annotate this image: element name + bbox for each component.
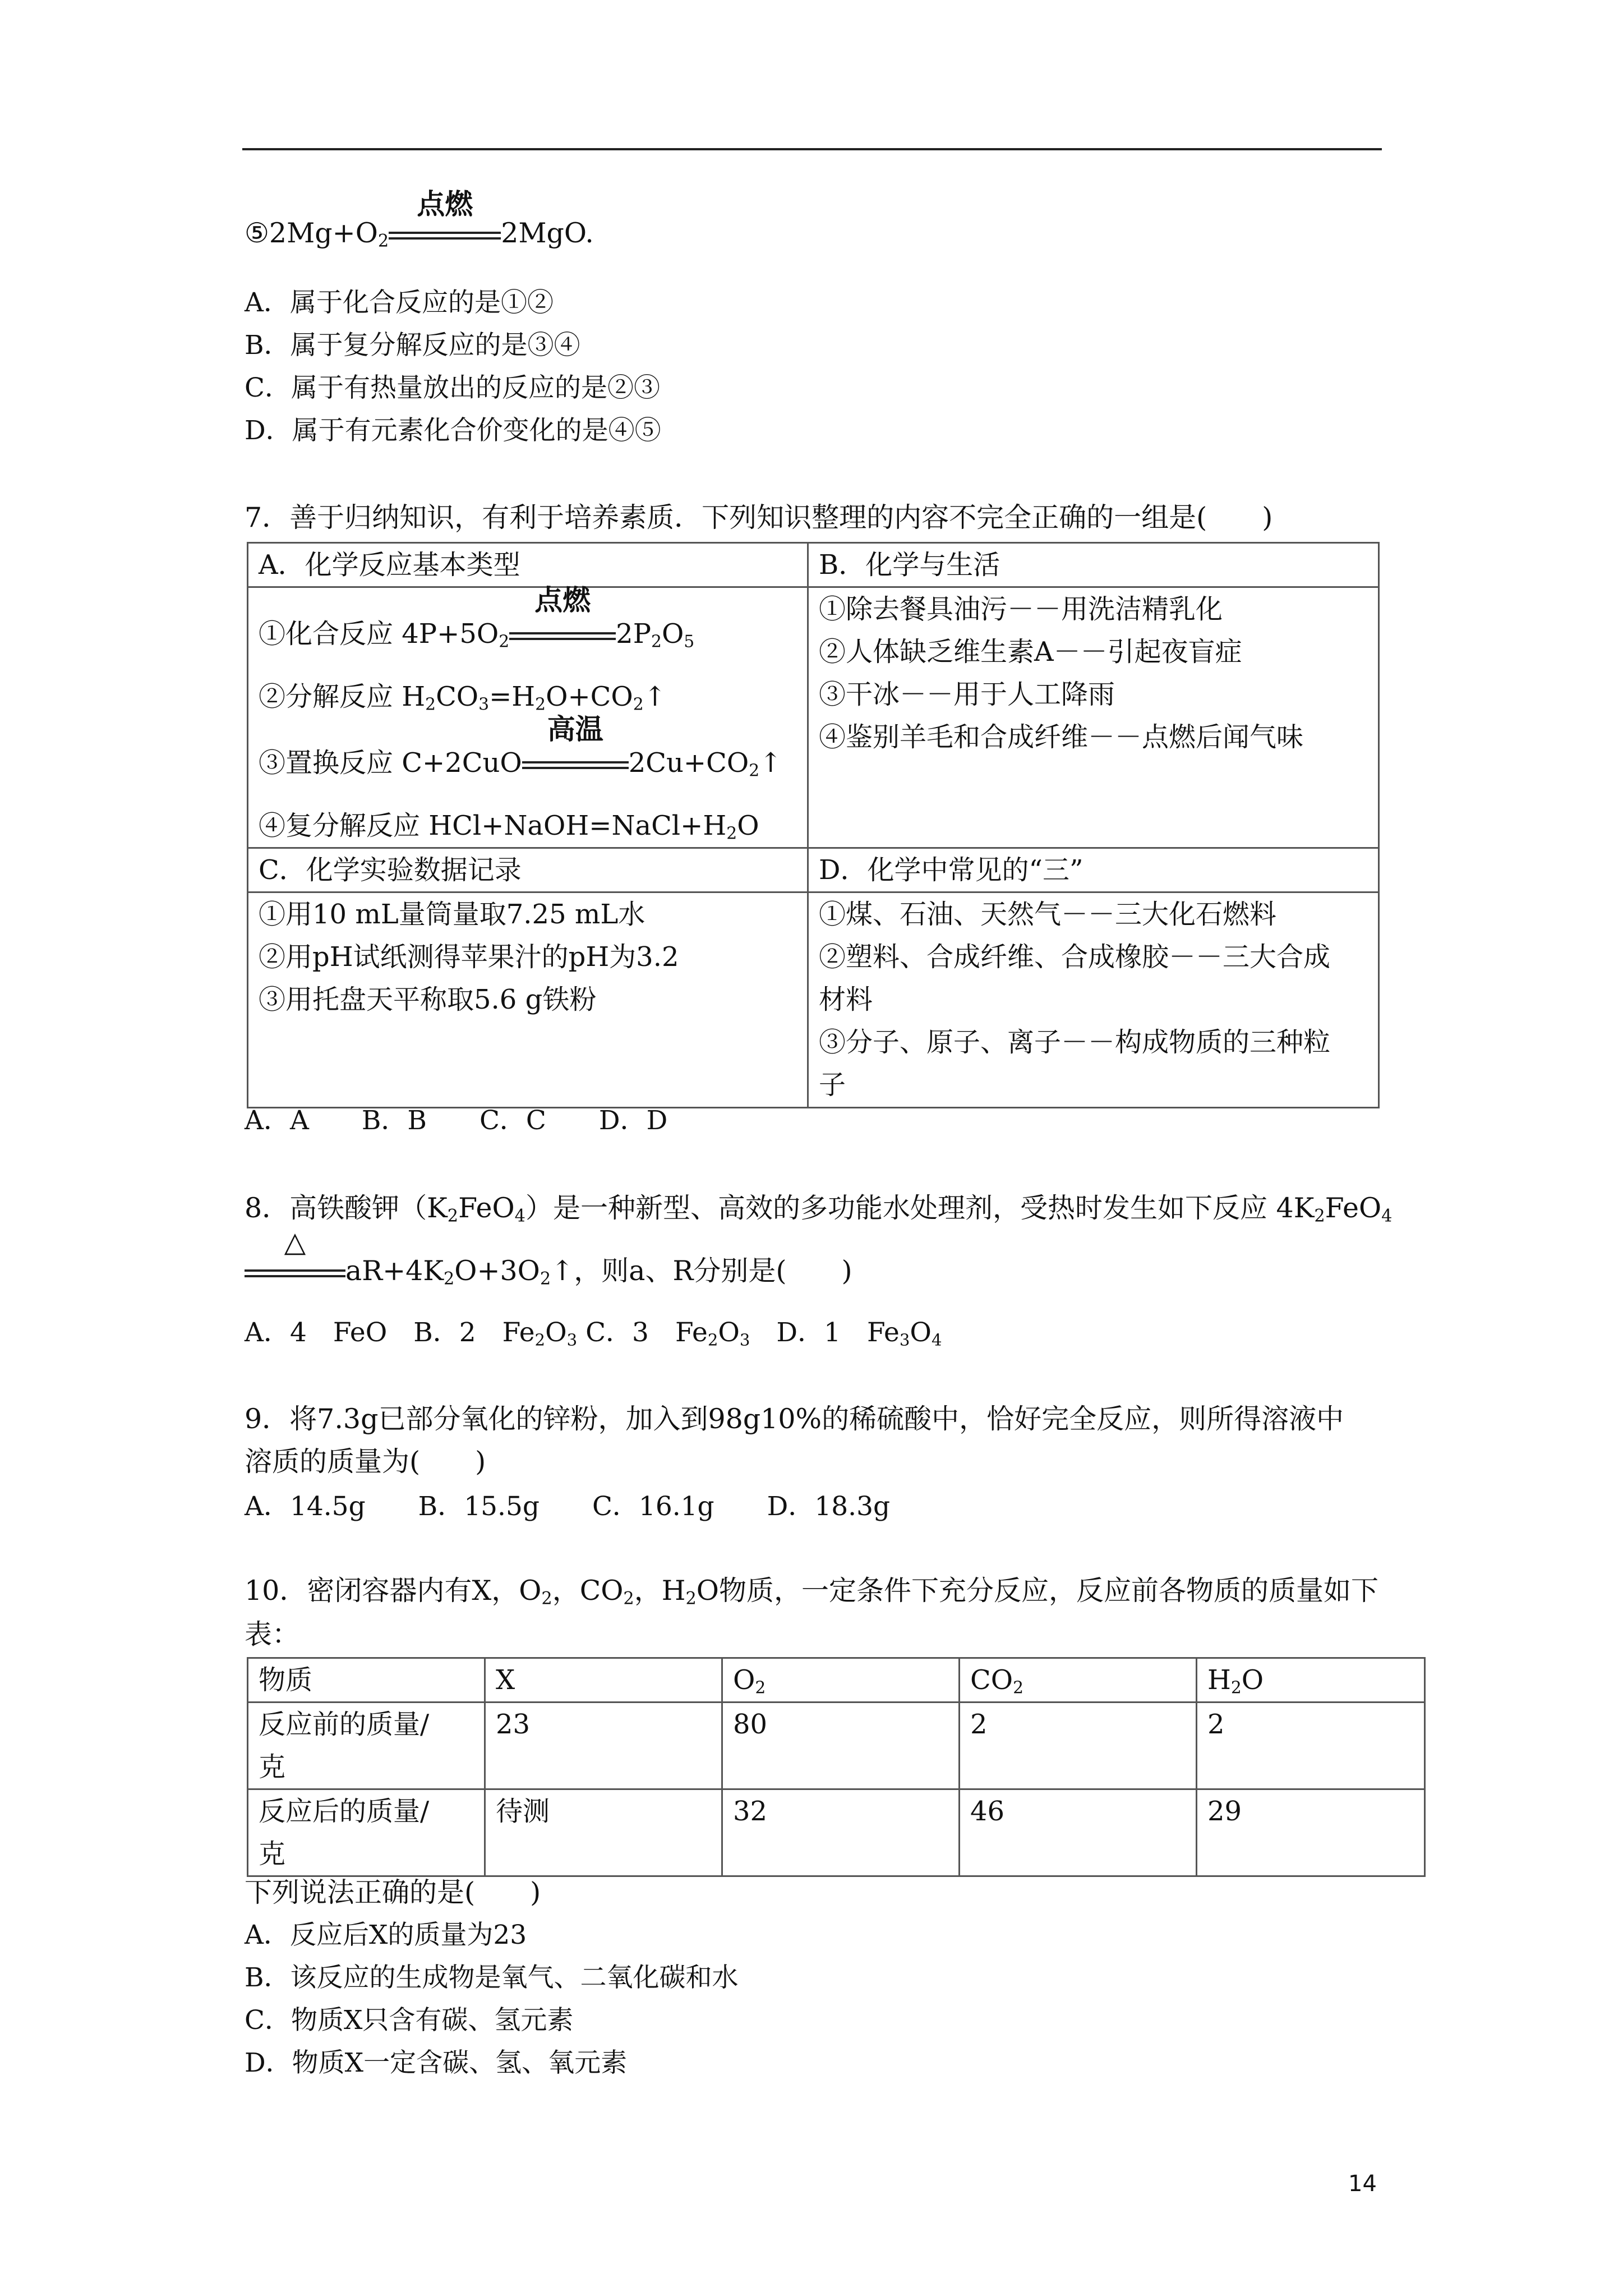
q8-line-2: △ $aR+4K_2O+3O_2↑$，则a、R分别是( ) <box>245 1254 852 1288</box>
reaction-2: ②分解反应 $H_2CO_3=H_2O+CO_2↑$ <box>259 681 666 715</box>
q6-option-b: B．属于复分解反应的是③④ <box>245 330 580 361</box>
reaction-4: ④复分解反应 $HCl+NaOH=NaCl+H_2O$ <box>259 810 759 844</box>
q6-option-c: C．属于有热量放出的反应的是②③ <box>245 372 660 403</box>
reaction-condition: 点燃 <box>417 188 473 220</box>
q10-option-a: A．反应后X的质量为23 <box>245 1920 527 1950</box>
cell-d-line: ①煤、石油、天然气－－三大化石燃料 <box>819 899 1277 930</box>
table-cell: 23 <box>485 1703 722 1789</box>
cell-b-line: ①除去餐具油污－－用洗洁精乳化 <box>819 593 1223 625</box>
q7-cell-b <box>808 587 1379 848</box>
q6-option-a: A．属于化合反应的是①② <box>245 287 554 318</box>
q9-line-2: 溶质的质量为( ) <box>245 1446 486 1478</box>
q10-option-d: D．物质X一定含碳、氢、氧元素 <box>245 2047 628 2078</box>
q7-cell-a <box>248 584 808 848</box>
cell-d-line: ③分子、原子、离子－－构成物质的三种粒 <box>819 1027 1331 1058</box>
table-cell: 29 <box>1197 1789 1425 1876</box>
table-cell: 32 <box>722 1789 960 1876</box>
header-cell: $H_2O$ <box>1197 1658 1425 1703</box>
cell-b-line: ②人体缺乏维生素A－－引起夜盲症 <box>819 636 1242 668</box>
table-cell: 46 <box>960 1789 1197 1876</box>
table-cell: 2 <box>1197 1703 1425 1789</box>
q7-cell-d <box>808 892 1379 1108</box>
row-label: 反应前的质量/ 克 <box>248 1703 485 1789</box>
header-cell: $O_2$ <box>722 1658 960 1703</box>
cell-d-line: ②塑料、合成纤维、合成橡胶－－三大合成 <box>819 941 1331 973</box>
q9-line-1: 9．将7.3g已部分氧化的锌粉，加入到98g10%的稀硫酸中，恰好完全反应，则所得溶液中 <box>245 1403 1344 1435</box>
q10-line-2: 表： <box>245 1618 300 1650</box>
cell-c-line: ③用托盘天平称取5.6 g铁粉 <box>259 984 597 1015</box>
q7-cell-d-title: D．化学中常见的“三” <box>808 848 1379 892</box>
cell-b-line: ④鉴别羊毛和合成纤维－－点燃后闻气味 <box>819 721 1304 753</box>
page-number: 14 <box>1348 2171 1377 2197</box>
q10-table <box>247 1657 1426 1877</box>
header-rule <box>242 148 1382 150</box>
table-cell: 2 <box>960 1703 1197 1789</box>
q7-cell-c-title: C．化学实验数据记录 <box>248 848 808 892</box>
row-label: 反应后的质量/ 克 <box>248 1789 485 1876</box>
heat-symbol: △ <box>284 1226 306 1258</box>
cell-b-line: ③干冰－－用于人工降雨 <box>819 679 1115 710</box>
table-cell: 80 <box>722 1703 960 1789</box>
q10-line-1: 10．密闭容器内有X，$O_2$，$CO_2$，$H_2O$物质，一定条件下充分反应，反应前各物质的质量如下 <box>245 1575 1378 1609</box>
q6-option-d: D．属于有元素化合价变化的是④⑤ <box>245 415 661 446</box>
equation-5: $⑤2Mg+O_2$ 点燃 2MgO. <box>245 188 594 251</box>
reaction-3: ③置换反应 C+2CuO 高温 $2Cu+CO_2↑$ <box>259 713 782 781</box>
q8-line-1: 8．高铁酸钾$(K_2FeO_4)$是一种新型、高效的多功能水处理剂，受热时发生如下反应 $4K_2FeO_4$ <box>245 1192 1393 1226</box>
q7-answers: A．A B．B C．C D．D <box>245 1105 668 1136</box>
header-cell: X <box>485 1658 722 1703</box>
cell-d-line: 材料 <box>819 984 873 1015</box>
header-cell: 物质 <box>248 1658 485 1703</box>
cell-d-line: 子 <box>819 1069 846 1101</box>
header-cell: $CO_2$ <box>960 1658 1197 1703</box>
q7-table <box>247 542 1380 1108</box>
q7-cell-a-title: A．化学反应基本类型 <box>248 543 808 587</box>
q7-stem: 7．善于归纳知识，有利于培养素质．下列知识整理的内容不完全正确的一组是( ) <box>245 501 1273 533</box>
reaction-1: ①化合反应 $4P+5O_2$ 点燃 $2P_2O_5$ <box>259 584 695 652</box>
q7-cell-b-title: B．化学与生活 <box>808 543 1379 587</box>
q10-option-b: B．该反应的生成物是氧气、二氧化碳和水 <box>245 1962 739 1993</box>
q10-option-c: C．物质X只含有碳、氢元素 <box>245 2005 574 2036</box>
cell-c-line: ①用10 mL量筒量取7.25 mL水 <box>259 899 645 930</box>
q9-options: A．14.5g B．15.5g C．16.1g D．18.3g <box>245 1491 891 1522</box>
q7-cell-c <box>248 892 808 1108</box>
cell-c-line: ②用pH试纸测得苹果汁的pH为3.2 <box>259 941 679 973</box>
q10-stem-2: 下列说法正确的是( ) <box>245 1876 541 1908</box>
q8-options: A．4 FeO B．2 $Fe_2O_3$ C．3 $Fe_2O_3$ D．1 $Fe_3O_4$ <box>245 1317 942 1350</box>
table-cell: 待测 <box>485 1789 722 1876</box>
